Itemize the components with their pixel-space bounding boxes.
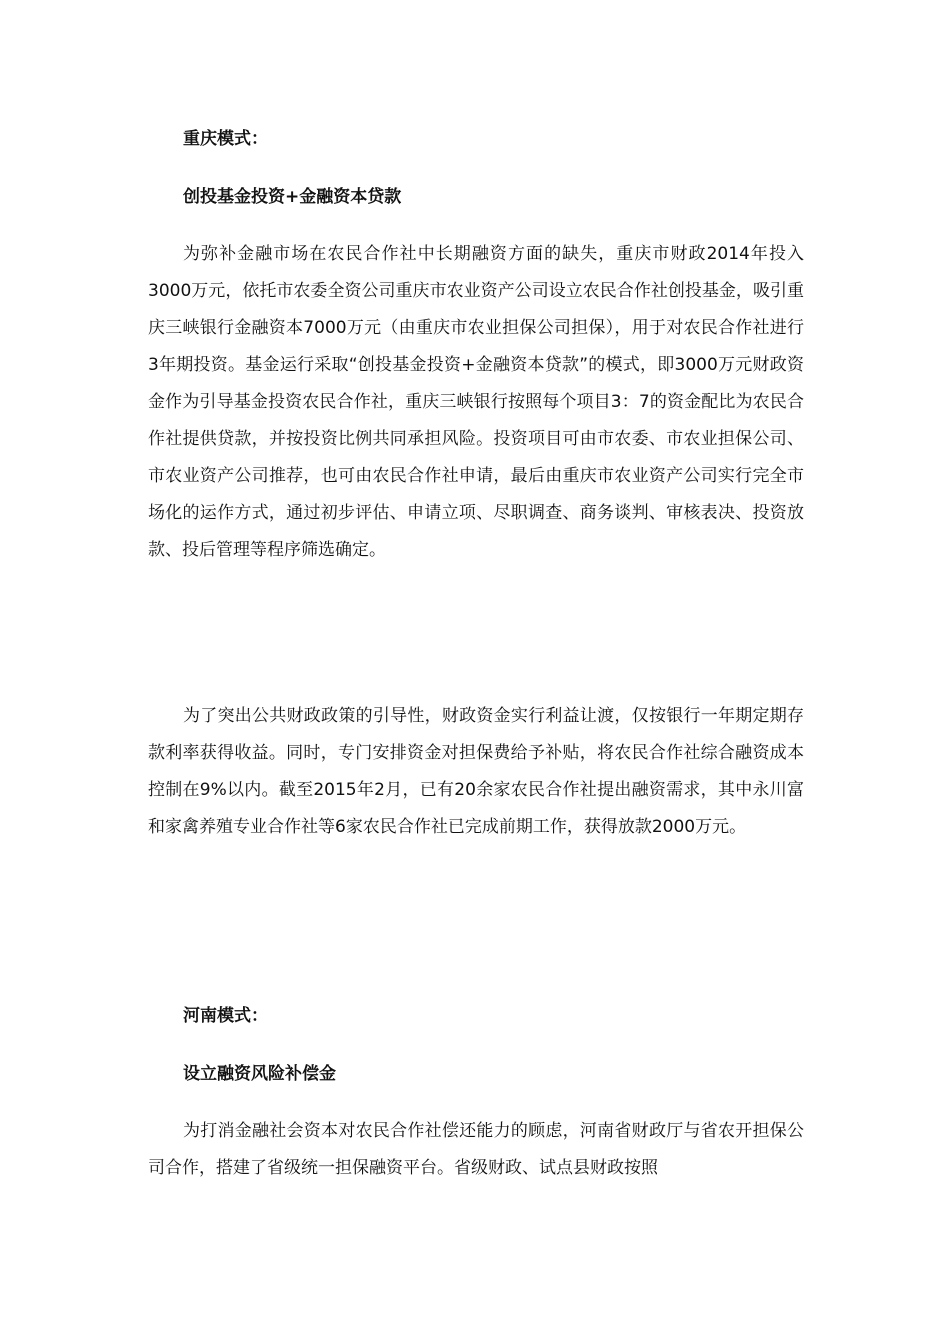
section-subtitle-henan: 设立融资风险补偿金 <box>183 1064 336 1084</box>
paragraph-chongqing-2: 为了突出公共财政政策的引导性，财政资金实行利益让渡，仅按银行一年期定期存款利率获得收益。同时，专门安排资金对担保费给予补贴，将农民合作社综合融资成本控制在9%以内。截至2015年2月，已有20余家农民合作社提出融资需求，其中永川富和家禽养殖专业合作社等6家农民合作社已完成前期工作，获得放款2000万元。 <box>148 706 804 837</box>
paragraph-henan-1: 为打消金融社会资本对农民合作社偿还能力的顾虑，河南省财政厅与省农开担保公司合作，搭建了省级统一担保融资平台。省级财政、试点县财政按照 <box>148 1121 804 1178</box>
paragraph-chongqing-1: 为弥补金融市场在农民合作社中长期融资方面的缺失，重庆市财政2014年投入3000万元，依托市农委全资公司重庆市农业资产公司设立农民合作社创投基金，吸引重庆三峡银行金融资本7000万元（由重庆市农业担保公司担保），用于对农民合作社进行3年期投资。基金运行采取“创投基金投资+金融资本贷款”的模式，即3000万元财政资金作为引导基金投资农民合作社，重庆三峡银行按照每个项目3：7的资金配比为农民合作社提供贷款，并按投资比例共同承担风险。投资项目可由市农委、市农业担保公司、市农业资产公司推荐，也可由农民合作社申请，最后由重庆市农业资产公司实行完全市场化的运作方式，通过初步评估、申请立项、尽职调查、商务谈判、审核表决、投资放款、投后管理等程序筛选确定。 <box>148 244 804 560</box>
section-subtitle-chongqing: 创投基金投资+金融资本贷款 <box>183 187 402 207</box>
section-title-chongqing: 重庆模式： <box>183 129 268 149</box>
section-title-henan: 河南模式： <box>183 1006 268 1026</box>
